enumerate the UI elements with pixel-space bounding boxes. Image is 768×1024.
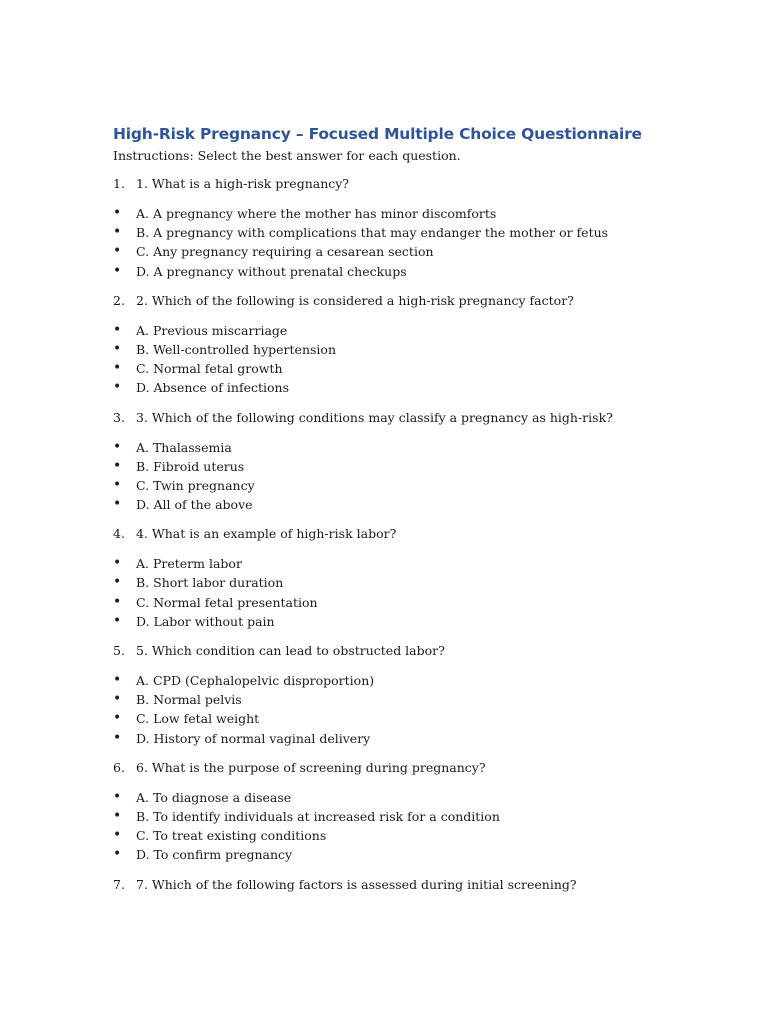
answer-option-text: B. Normal pelvis <box>136 692 242 708</box>
answer-option-text: D. A pregnancy without prenatal checkups <box>136 263 407 279</box>
answer-option-text: B. A pregnancy with complications that may endanger the mother or fetus <box>136 225 609 241</box>
question-text: 2. Which of the following is considered a high-risk pregnancy factor? <box>136 292 574 308</box>
answer-option-text: C. Any pregnancy requiring a cesarean section <box>136 244 434 260</box>
bullet-icon: • <box>113 691 122 708</box>
question-text: 5. Which condition can lead to obstructed labor? <box>136 643 445 658</box>
answer-option-text: A. Previous miscarriage <box>136 322 288 338</box>
bullet-icon: • <box>113 846 122 863</box>
bullet-icon: • <box>113 205 122 221</box>
answer-option <box>113 788 728 807</box>
question-block <box>113 293 728 398</box>
bullet-icon: • <box>113 379 122 396</box>
question-line <box>113 293 728 309</box>
answer-option-text: B. Fibroid uterus <box>136 458 245 474</box>
bullet-icon: • <box>113 555 122 572</box>
answer-option <box>113 223 728 242</box>
bullet-icon: • <box>113 807 122 824</box>
bullet-icon: • <box>113 262 122 279</box>
answer-option-text: A. A pregnancy where the mother has minor discomforts <box>136 206 497 221</box>
bullet-icon: • <box>113 612 122 629</box>
bullet-icon: • <box>113 729 122 746</box>
bullet-icon: • <box>113 827 122 844</box>
answer-option <box>113 709 728 728</box>
answer-option <box>113 438 728 457</box>
answer-option-text: C. Twin pregnancy <box>136 477 255 493</box>
question-text: 4. What is an example of high-risk labor? <box>136 526 397 542</box>
answer-option <box>113 573 728 592</box>
answer-option <box>113 826 728 845</box>
question-list <box>113 176 728 893</box>
document-title: High-Risk Pregnancy – Focused Multiple Choice Questionnaire <box>113 125 642 143</box>
answer-option-text: C. Low fetal weight <box>136 711 260 727</box>
question-line <box>113 176 728 192</box>
answer-option <box>113 359 728 378</box>
answer-option <box>113 457 728 476</box>
answer-option <box>113 593 728 612</box>
bullet-icon: • <box>113 224 122 241</box>
bullet-icon: • <box>113 360 122 377</box>
question-number: 7. <box>113 876 125 892</box>
question-number: 2. <box>113 292 125 308</box>
answer-option-text: D. Labor without pain <box>136 613 275 629</box>
question-line <box>113 877 728 893</box>
answer-option <box>113 262 728 281</box>
answer-option-text: C. Normal fetal presentation <box>136 594 318 610</box>
question-text: 6. What is the purpose of screening during pregnancy? <box>136 759 486 775</box>
answer-option-text: B. Well-controlled hypertension <box>136 341 336 357</box>
answer-option-text: A. Thalassemia <box>136 439 232 455</box>
answer-options <box>113 788 728 865</box>
answer-options <box>113 204 728 281</box>
bullet-icon: • <box>113 710 122 727</box>
question-number: 5. <box>113 643 125 658</box>
bullet-icon: • <box>113 574 122 591</box>
bullet-icon: • <box>113 340 122 357</box>
question-block <box>113 526 728 631</box>
instructions-text: Instructions: Select the best answer for each question. <box>113 148 461 163</box>
answer-options <box>113 554 728 631</box>
answer-option <box>113 807 728 826</box>
question-block <box>113 643 728 748</box>
bullet-icon: • <box>113 672 122 688</box>
bullet-icon: • <box>113 438 122 455</box>
bullet-icon: • <box>113 788 122 805</box>
bullet-icon: • <box>113 476 122 493</box>
question-number: 3. <box>113 409 125 425</box>
bullet-icon: • <box>113 457 122 474</box>
answer-option <box>113 242 728 261</box>
answer-option <box>113 671 728 690</box>
question-text: 3. Which of the following conditions may classify a pregnancy as high-risk? <box>136 409 613 425</box>
answer-option-text: C. To treat existing conditions <box>136 828 327 844</box>
answer-option-text: A. Preterm labor <box>136 556 242 572</box>
bullet-icon: • <box>113 593 122 610</box>
question-line <box>113 410 728 426</box>
answer-option-text: D. To confirm pregnancy <box>136 847 293 863</box>
question-block <box>113 760 728 865</box>
answer-option-text: C. Normal fetal growth <box>136 361 283 377</box>
answer-option-text: A. To diagnose a disease <box>136 789 292 805</box>
answer-option <box>113 476 728 495</box>
answer-option <box>113 321 728 340</box>
answer-option <box>113 729 728 748</box>
answer-option-text: D. History of normal vaginal delivery <box>136 730 371 746</box>
question-number: 6. <box>113 759 125 775</box>
bullet-icon: • <box>113 496 122 513</box>
answer-option <box>113 378 728 397</box>
answer-option <box>113 690 728 709</box>
bullet-icon: • <box>113 321 122 338</box>
question-line <box>113 760 728 776</box>
answer-option <box>113 204 728 223</box>
answer-option-text: B. Short labor duration <box>136 575 284 591</box>
answer-option <box>113 340 728 359</box>
answer-option-text: A. CPD (Cephalopelvic disproportion) <box>136 673 375 688</box>
question-block <box>113 410 728 515</box>
answer-options <box>113 321 728 398</box>
answer-options <box>113 671 728 748</box>
answer-option <box>113 495 728 514</box>
question-line <box>113 643 728 659</box>
answer-option-text: D. Absence of infections <box>136 380 289 396</box>
answer-options <box>113 438 728 515</box>
bullet-icon: • <box>113 243 122 260</box>
question-number: 1. <box>113 176 125 191</box>
answer-option <box>113 554 728 573</box>
question-text: 7. Which of the following factors is assessed during initial screening? <box>136 876 577 892</box>
question-line <box>113 526 728 542</box>
answer-option <box>113 845 728 864</box>
question-block <box>113 877 728 893</box>
answer-option <box>113 612 728 631</box>
answer-option-text: D. All of the above <box>136 497 253 513</box>
question-block <box>113 176 728 281</box>
question-text: 1. What is a high-risk pregnancy? <box>136 176 350 191</box>
question-number: 4. <box>113 526 125 542</box>
answer-option-text: B. To identify individuals at increased risk for a condition <box>136 808 500 824</box>
